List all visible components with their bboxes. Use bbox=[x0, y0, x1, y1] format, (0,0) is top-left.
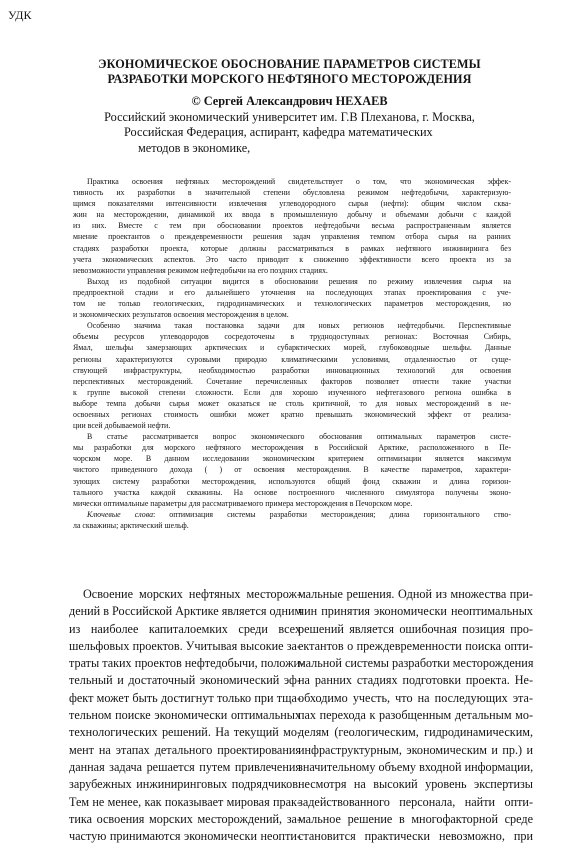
body-line: из наиболее капиталоемких среди всех bbox=[69, 621, 301, 636]
body-line: на ранних стадиях подготовки проекта. Не- bbox=[298, 673, 533, 688]
abstract-line: учета экономических аспектов. Это часто приводит к снижению эффективности всего проекта из за bbox=[73, 254, 511, 264]
abstract-line: том не только геологических, гидродинамических и технологических параметров месторождения, но bbox=[73, 299, 511, 309]
body-line: Тем не менее, как показывает мировая прак- bbox=[69, 794, 301, 809]
abstract-line: мы разработки для морского нефтяного месторождения в Российской Арктике, расположенного в Пе- bbox=[73, 443, 511, 453]
author-block bbox=[0, 94, 579, 156]
abstract-line: регионы характеризуются суровыми природно климатическими условиями, отдаленностью от суще- bbox=[73, 354, 511, 364]
body-line: ектантов о преждевременности поиска опти- bbox=[298, 638, 533, 653]
abstract-line: тального участка каждой скважины. На основе построенного численного симулятора получены эконо- bbox=[73, 487, 511, 497]
abstract-line: предпроектной стадии и его дальнейшего уточнения на последующих этапах проектирования с уче- bbox=[73, 287, 511, 297]
body-line: мальные решения. Одной из множества при- bbox=[298, 587, 533, 601]
abstract-line: невозможности управления режимом нефтедобычи на его поздних стадиях. bbox=[73, 265, 328, 275]
udk-label: УДК bbox=[8, 8, 32, 22]
body-line: становится практически невозможно, при bbox=[298, 829, 533, 844]
title-line-1: ЭКОНОМИЧЕСКОЕ ОБОСНОВАНИЕ ПАРАМЕТРОВ СИСТЕМЫ bbox=[98, 57, 481, 71]
abstract-line: чистого приведенного дохода ( ) от освоения месторождения. В качестве параметров, характери- bbox=[73, 465, 511, 475]
abstract-line: Особенно значима такая постановка задачи для новых регионов нефтедобычи. Перспективные bbox=[87, 321, 511, 331]
body-line: чин принятия экономически неоптимальных bbox=[298, 604, 533, 619]
abstract-line: из них. Вместе с тем при обосновании проектов нефтедобычи весьма распространенным является bbox=[73, 221, 511, 231]
keywords-text: : оптимизация системы разработки месторождения; длина горизонтального ство- bbox=[153, 509, 511, 519]
body-line: тельном поиске экономически оптимальных bbox=[69, 708, 301, 723]
abstract-line: мнение проектантов о преждевременности решения задач управления темпом отбора сырья на ранних bbox=[73, 232, 511, 242]
keywords-line: ла скважины; арктический шельф. bbox=[73, 520, 189, 530]
affiliation-line-1: Российский экономический университет им. Г.В Плеханова, г. Москва, bbox=[104, 109, 475, 124]
body-line: траты таких проектов нефтедобычи, положи- bbox=[69, 656, 305, 671]
author-name: © Сергей Александрович НЕХАЕВ bbox=[191, 94, 388, 108]
abstract-line: жин на месторождении, динамикой их ввода в промышленную добычу и объемами добычи с каждой bbox=[73, 210, 511, 220]
body-line: тика освоения морских месторождений, за- bbox=[69, 811, 301, 826]
abstract bbox=[73, 176, 511, 531]
body-line: несмотря на высокий уровень экспертизы bbox=[298, 777, 533, 792]
body-line: тельный и достаточный экономический эф- bbox=[69, 673, 301, 688]
abstract-line: тивность их разработки в значительной степени обусловлена режимом нефтедобычи, характеризую- bbox=[73, 188, 511, 198]
abstract-line: щимся показателями интенсивности извлечения углеводородного сырья (нефти): общим числом сква- bbox=[73, 199, 511, 209]
abstract-line: Практика освоения нефтяных месторождений свидетельствует о том, что экономическая эффек- bbox=[87, 177, 511, 186]
body-line: решений является ошибочная позиция про- bbox=[298, 621, 533, 636]
abstract-line: ствующей инфраструктуры, необходимостью разработки инновационных технологий для освоения bbox=[73, 365, 511, 375]
abstract-line: освоенных регионах стоимость ошибки может кратно превышать экономический эффект от реализа- bbox=[73, 409, 511, 419]
body-line: дений в Российской Арктике является одним bbox=[69, 604, 303, 619]
body-line: мальное решение в многофакторной среде bbox=[298, 811, 533, 826]
body-line: частую принимаются экономически неопти- bbox=[69, 829, 301, 844]
abstract-line: стадиях разработки проекта, которые должны рассматриваться в рамках нефтяного инжиниринга без bbox=[73, 243, 511, 253]
abstract-line: чорском море. В данном исследовании экономическим критерием оптимизации является максимум bbox=[73, 454, 511, 464]
body-line: инфраструктурным, экономическим и пр.) и bbox=[298, 742, 533, 757]
body-line: технологических решений. На текущий мо- bbox=[69, 725, 301, 740]
abstract-line: зующих систему разработки месторождения, используются общий фонд скважин и длина горизон- bbox=[73, 476, 511, 486]
body-line: делям (геологическим, гидродинамическим, bbox=[298, 725, 533, 740]
body-line: зарубежных инжиниринговых подрядчиков. bbox=[69, 777, 301, 792]
keywords-line bbox=[73, 509, 511, 520]
article-title bbox=[0, 57, 579, 87]
body-line: значительному объему входной информации, bbox=[298, 759, 534, 774]
body-line: Освоение морских нефтяных месторож- bbox=[83, 587, 301, 601]
keywords-label: Ключевые слова bbox=[87, 509, 154, 519]
abstract-line: объемы ресурсов углеводородов сосредоточены в труднодоступных регионах: Восточная Сибирь, bbox=[73, 332, 511, 342]
body-line: данная задача решается путем привлечения bbox=[69, 759, 301, 774]
body-line: мальной системы разработки месторождения bbox=[298, 656, 534, 671]
body-line: обходимо учесть, что на последующих эта- bbox=[298, 690, 533, 705]
abstract-line: и экономических результатов освоения месторождения в целом. bbox=[73, 310, 289, 320]
abstract-line: к группе высокой степени сложности. Если для хорошо изученного нефтегазового региона ошибка в bbox=[73, 387, 511, 397]
affiliation-line-3: методов в экономике, bbox=[138, 140, 251, 155]
abstract-line: Выход из подобной ситуации видится в обосновании решения по режиму извлечения сырья на bbox=[87, 276, 511, 286]
body-line: задействованного персонала, найти опти- bbox=[298, 794, 533, 809]
abstract-line: мически оптимальные параметры для рассматриваемого примера месторождения в Печорском море. bbox=[73, 498, 413, 508]
title-line-2: РАЗРАБОТКИ МОРСКОГО НЕФТЯНОГО МЕСТОРОЖДЕНИЯ bbox=[107, 72, 472, 86]
abstract-line: ции всей добываемой нефти. bbox=[73, 421, 171, 431]
abstract-line: перспективных месторождений. Сочетание перечисленных факторов позволяет отнести такие участки bbox=[73, 376, 511, 386]
body-line: фект может быть достигнут только при тща- bbox=[69, 690, 301, 705]
abstract-line: выборе темпа добычи сырья может оказаться не столь критичной, то для новых месторождений в не- bbox=[73, 398, 511, 408]
abstract-line: В статье рассматривается вопрос экономического обоснования оптимальных параметров систе- bbox=[87, 432, 511, 442]
abstract-line: Ямал, шельфы замерзающих арктических и субарктических морей, глубоководные шельфы. Данные bbox=[73, 343, 511, 353]
body-column-right bbox=[298, 586, 533, 845]
affiliation-line-2: Российская Федерация, аспирант, кафедра математических bbox=[124, 125, 433, 139]
body-line: мент на этапах детального проектирования bbox=[69, 742, 301, 757]
body-line: пах перехода к разобщенным детальным мо- bbox=[298, 708, 533, 723]
body-column-left bbox=[69, 586, 305, 845]
body-line: шельфовых проектов. Учитывая высокие за- bbox=[69, 638, 301, 653]
